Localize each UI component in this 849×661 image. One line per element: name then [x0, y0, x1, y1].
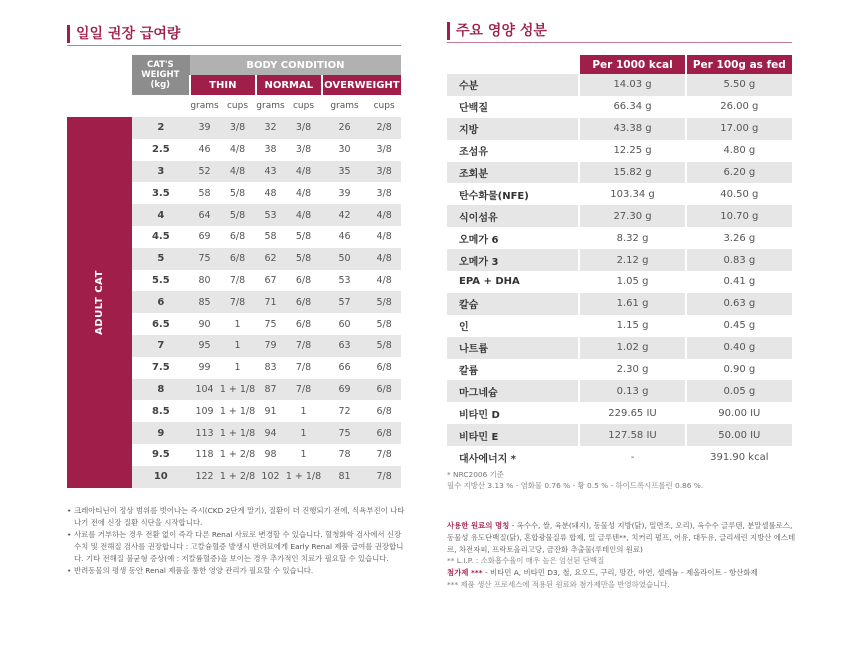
amount-cell: 66	[322, 357, 367, 379]
amount-cell: 83	[256, 357, 285, 379]
nutrient-value: 6.20 g	[686, 162, 792, 184]
nutrient-value: 127.58 IU	[579, 424, 685, 446]
nutrient-name: 비타민 E	[447, 424, 579, 446]
amount-cell: 4/8	[285, 161, 322, 183]
nutrient-name: 인	[447, 315, 579, 337]
nutrient-name: 나트륨	[447, 337, 579, 359]
weight-cell: 6	[132, 291, 190, 313]
amount-cell: 122	[190, 466, 219, 488]
adult-cat-text: ADULT CAT	[93, 269, 105, 335]
amount-cell: 7/8	[367, 444, 401, 466]
adult-cat-side-label	[67, 117, 132, 488]
amount-cell: 26	[322, 117, 367, 139]
amount-cell: 95	[190, 335, 219, 357]
weight-cell: 9.5	[151, 449, 170, 461]
nutrient-name: 비타민 D	[447, 402, 579, 424]
nutrient-value: 0.63 g	[686, 293, 792, 315]
nutrient-value: 10.70 g	[686, 205, 792, 227]
weight-cell: 8.5	[151, 405, 170, 417]
amount-cell: 3/8	[285, 117, 322, 139]
nutrient-value: 0.45 g	[686, 315, 792, 337]
nutrient-value: 15.82 g	[579, 162, 685, 184]
amount-cell: 2/8	[367, 117, 401, 139]
weight-header-text: CAT'S WEIGHT (kg)	[141, 60, 180, 90]
table-row	[447, 380, 792, 402]
nutrient-name: 칼슘	[447, 293, 579, 315]
amount-cell: 1	[219, 313, 256, 335]
col-per-100g: Per 100g as fed	[686, 55, 792, 74]
table-row	[447, 162, 792, 184]
amount-cell: 3/8	[219, 117, 256, 139]
amount-cell: 4/8	[219, 161, 256, 183]
table-row	[447, 249, 792, 271]
nutrient-value: 0.41 g	[686, 271, 792, 293]
amount-cell: 58	[190, 182, 219, 204]
amount-cell: 39	[190, 117, 219, 139]
unit-header: grams	[190, 101, 219, 111]
weight-cell: 9	[132, 422, 190, 444]
nutrient-value: 17.00 g	[686, 118, 792, 140]
amount-cell: 1 + 1/8	[219, 400, 256, 422]
table-row	[447, 183, 792, 205]
nutrient-value: 8.32 g	[579, 227, 685, 249]
nutrient-value: 66.34 g	[579, 96, 685, 118]
amount-cell: 1	[285, 444, 322, 466]
table-row	[447, 293, 792, 315]
table-row	[447, 118, 792, 140]
weight-cell: 3.5	[151, 187, 170, 199]
nutrient-value: 1.05 g	[579, 271, 685, 293]
amount-cell: 69	[190, 226, 219, 248]
amount-cell: 72	[322, 400, 367, 422]
nutrient-value: 3.26 g	[686, 227, 792, 249]
nutrient-value: 0.83 g	[686, 249, 792, 271]
additives-note: *** 제품 생산 프로세스에 적용된 원료와 첨가제만을 반영하였습니다.	[447, 579, 670, 589]
col-per-1000kcal: Per 1000 kcal	[579, 55, 685, 74]
amount-cell: 113	[190, 422, 219, 444]
nutrient-value: 26.00 g	[686, 96, 792, 118]
weight-cell: 3	[132, 161, 190, 183]
amount-cell: 1	[219, 335, 256, 357]
nutrient-name: 지방	[447, 118, 579, 140]
amount-cell: 1 + 2/8	[219, 444, 256, 466]
amount-cell: 60	[322, 313, 367, 335]
amount-cell: 6/8	[367, 357, 401, 379]
nutrient-value: 391.90 kcal	[686, 446, 792, 468]
amount-cell: 5/8	[219, 204, 256, 226]
table-row	[447, 140, 792, 162]
amount-cell: 1	[219, 357, 256, 379]
feeding-note: • 크레아티닌이 정상 범위를 벗어나는 즉시(CKD 2단계 말기), 질환이 더 진행되기 전에, 식욕부진이 나타나기 전에 신장 질환 식단을 시작합니다.	[67, 505, 407, 529]
amount-cell: 69	[322, 379, 367, 401]
amount-cell: 7/8	[219, 291, 256, 313]
nutrient-value: 1.15 g	[579, 315, 685, 337]
nutrient-name: 칼륨	[447, 359, 579, 381]
amount-cell: 7/8	[219, 270, 256, 292]
nutrient-name: 마그네슘	[447, 380, 579, 402]
amount-cell: 38	[256, 139, 285, 161]
amount-cell: 87	[256, 379, 285, 401]
weight-cell: 4	[132, 204, 190, 226]
amount-cell: 85	[190, 291, 219, 313]
nutrient-value: 5.50 g	[686, 74, 792, 96]
nutrient-value: 27.30 g	[579, 205, 685, 227]
amount-cell: 4/8	[219, 139, 256, 161]
table-row	[447, 205, 792, 227]
amount-cell: 5/8	[367, 291, 401, 313]
condition-thin-header: THIN	[190, 75, 256, 95]
nutrient-value: 0.13 g	[579, 380, 685, 402]
amount-cell: 53	[322, 270, 367, 292]
amount-cell: 30	[322, 139, 367, 161]
amount-cell: 98	[256, 444, 285, 466]
nutrient-name: 탄수화물(NFE)	[447, 183, 579, 205]
table-row	[447, 424, 792, 446]
amount-cell: 109	[190, 400, 219, 422]
amount-cell: 6/8	[367, 379, 401, 401]
amount-cell: 75	[322, 422, 367, 444]
weight-cell: 6.5	[151, 318, 170, 330]
amount-cell: 104	[190, 379, 219, 401]
body-condition-header: BODY CONDITION	[190, 55, 401, 75]
amount-cell: 52	[190, 161, 219, 183]
nutrient-value: 14.03 g	[579, 74, 685, 96]
weight-cell: 8	[132, 379, 190, 401]
amount-cell: 3/8	[367, 139, 401, 161]
amount-cell: 1 + 1/8	[285, 466, 322, 488]
amount-cell: 94	[256, 422, 285, 444]
amount-cell: 78	[322, 444, 367, 466]
amount-cell: 79	[256, 335, 285, 357]
weight-cell: 10	[132, 466, 190, 488]
ingredients-line	[447, 520, 799, 555]
amount-cell: 5/8	[285, 226, 322, 248]
amount-cell: 6/8	[367, 422, 401, 444]
nutrition-footnotes	[447, 469, 792, 491]
amount-cell: 58	[256, 226, 285, 248]
weight-cell: 7	[132, 335, 190, 357]
ingredients-text: - 옥수수, 쌀, 육분(돼지), 동물성 지방(닭), 밀면조, 오리), 옥수수 글루텐, 분말셀룰로스, 동물성 유도단백질(닭), 혼합광물질류 합제, 밀 글루텐**, 치커리 펄프, 어유, 대두유, 글리세린 지방산 에스테르, 차전자피, 프락토올리고당, 금잔화 추출물(루테인의 원료)	[447, 521, 796, 554]
amount-cell: 75	[256, 313, 285, 335]
nutrition-title-text: 주요 영양 성분	[456, 23, 547, 39]
table-row	[447, 74, 792, 96]
amount-cell: 4/8	[367, 270, 401, 292]
amount-cell: 81	[322, 466, 367, 488]
nutrient-value: 2.12 g	[579, 249, 685, 271]
amount-cell: 6/8	[285, 270, 322, 292]
table-row	[447, 359, 792, 381]
condition-normal-header: NORMAL	[256, 75, 322, 95]
amount-cell: 6/8	[367, 400, 401, 422]
amount-cell: 91	[256, 400, 285, 422]
nutrient-name: 대사에너지 *	[447, 446, 579, 468]
amount-cell: 32	[256, 117, 285, 139]
amount-cell: 7/8	[367, 466, 401, 488]
amount-cell: 1	[285, 400, 322, 422]
nutrient-value: 0.05 g	[686, 380, 792, 402]
nutrient-name: 식이섬유	[447, 205, 579, 227]
amount-cell: 3/8	[367, 161, 401, 183]
amount-cell: 57	[322, 291, 367, 313]
table-row	[447, 402, 792, 424]
nutrient-name: 단백질	[447, 96, 579, 118]
nutrient-value: 4.80 g	[686, 140, 792, 162]
feeding-table	[67, 55, 401, 488]
amount-cell: 1 + 2/8	[219, 466, 256, 488]
amount-cell: 6/8	[219, 226, 256, 248]
nutrient-name: EPA + DHA	[447, 271, 579, 293]
amount-cell: 5/8	[367, 313, 401, 335]
nutrient-value: 40.50 g	[686, 183, 792, 205]
additives-line	[447, 567, 799, 579]
table-row	[447, 271, 792, 293]
amount-cell: 64	[190, 204, 219, 226]
table-row	[447, 337, 792, 359]
amount-cell: 5/8	[285, 248, 322, 270]
unit-header: cups	[373, 101, 395, 111]
nutrient-value: 103.34 g	[579, 183, 685, 205]
amount-cell: 6/8	[285, 291, 322, 313]
unit-header: grams	[330, 101, 359, 111]
table-row	[447, 96, 792, 118]
nutrient-name: 오메가 3	[447, 249, 579, 271]
nutrient-name: 조섬유	[447, 140, 579, 162]
amount-cell: 67	[256, 270, 285, 292]
feeding-notes	[67, 505, 407, 577]
weight-cell: 5.5	[151, 274, 170, 286]
amount-cell: 46	[190, 139, 219, 161]
nutrient-name: 조회분	[447, 162, 579, 184]
nutrient-value: 2.30 g	[579, 359, 685, 381]
amount-cell: 4/8	[285, 182, 322, 204]
amount-cell: 35	[322, 161, 367, 183]
amount-cell: 4/8	[285, 204, 322, 226]
amount-cell: 62	[256, 248, 285, 270]
amount-cell: 42	[322, 204, 367, 226]
feeding-table-body	[67, 117, 401, 488]
amount-cell: 6/8	[285, 313, 322, 335]
amount-cell: 43	[256, 161, 285, 183]
ingredients-note: ** L.I.P. : 소화흡수율이 매우 높은 엄선된 단백질	[447, 556, 605, 566]
nutrition-title-rule	[447, 42, 792, 43]
weight-cell: 4.5	[151, 231, 170, 243]
amount-cell: 39	[322, 182, 367, 204]
amount-cell: 46	[322, 226, 367, 248]
feeding-title	[67, 23, 180, 45]
amount-cell: 4/8	[367, 248, 401, 270]
amount-cell: 53	[256, 204, 285, 226]
nutrition-table	[447, 55, 792, 468]
nutrient-name: 수분	[447, 74, 579, 96]
amount-cell: 7/8	[285, 357, 322, 379]
weight-cell: 5	[132, 248, 190, 270]
feeding-note: • 사료를 거부하는 경우 전환 없이 즉각 다른 Renal 사료로 변경할 수 있습니다. 혈청화학 검사에서 신장 수치 및 전해질 검사를 권장합니다 : 고칼슘혈증 발생시 반려묘에게 Early Renal 제품 급여를 권장합니다. 기타 전해질 불균형 증상(예 : 저칼륨혈증)을 보이는 경우 추가적인 치료가 필요할 수 있습니다.	[67, 529, 407, 565]
feeding-title-text: 일일 권장 급여량	[76, 26, 181, 42]
table-row	[447, 446, 792, 468]
nutrient-value: 50.00 IU	[686, 424, 792, 446]
feeding-note: • 반려동물의 평생 동안 Renal 제품을 통한 영양 관리가 필요할 수 있습니다.	[67, 565, 407, 577]
weight-cell: 2.5	[151, 144, 170, 156]
condition-overweight-header: OVERWEIGHT	[322, 75, 401, 95]
amount-cell: 3/8	[285, 139, 322, 161]
nutrient-value: 1.02 g	[579, 337, 685, 359]
table-row	[447, 315, 792, 337]
weight-cell: 2	[132, 117, 190, 139]
nutrient-value: 0.90 g	[686, 359, 792, 381]
additives-label: 첨가제 ***	[447, 568, 483, 578]
nutrition-table-body	[447, 74, 792, 468]
ingredients-label: 사용한 원료의 명칭	[447, 521, 510, 530]
amount-cell: 48	[256, 182, 285, 204]
table-corner	[67, 55, 132, 75]
nutrient-value: 1.61 g	[579, 293, 685, 315]
amount-cell: 80	[190, 270, 219, 292]
amount-cell: 71	[256, 291, 285, 313]
nutrient-value: 229.65 IU	[579, 402, 685, 424]
unit-header: grams	[256, 101, 285, 111]
nutrient-value: 90.00 IU	[686, 402, 792, 424]
ingredients-block	[447, 520, 799, 591]
amount-cell: 63	[322, 335, 367, 357]
amount-cell: 1	[285, 422, 322, 444]
amount-cell: 75	[190, 248, 219, 270]
amount-cell: 102	[256, 466, 285, 488]
table-row	[447, 227, 792, 249]
nutrient-value: 0.40 g	[686, 337, 792, 359]
weight-cell: 7.5	[151, 362, 170, 374]
amount-cell: 5/8	[367, 335, 401, 357]
amount-cell: 7/8	[285, 379, 322, 401]
footnote-fatty-acids: 필수 지방산 3.13 % - 염화물 0.76 % - 황 0.5 % - 하이드록시프롤린 0.86 %.	[447, 481, 704, 490]
nutrient-value: -	[579, 446, 685, 468]
nutrition-title	[447, 20, 547, 42]
amount-cell: 7/8	[285, 335, 322, 357]
amount-cell: 1 + 1/8	[219, 379, 256, 401]
footnote-nrc: * NRC2006 기준	[447, 470, 504, 479]
amount-cell: 99	[190, 357, 219, 379]
amount-cell: 1 + 1/8	[219, 422, 256, 444]
amount-cell: 4/8	[367, 226, 401, 248]
additives-text: - 비타민 A, 비타민 D3, 철, 요오드, 구리, 망간, 아연, 셀레늄 - 제올라이트 - 항산화제	[482, 568, 758, 578]
nutrient-value: 43.38 g	[579, 118, 685, 140]
amount-cell: 4/8	[367, 204, 401, 226]
unit-header: cups	[292, 101, 315, 111]
amount-cell: 6/8	[219, 248, 256, 270]
unit-header: cups	[226, 101, 249, 111]
amount-cell: 118	[190, 444, 219, 466]
amount-cell: 50	[322, 248, 367, 270]
amount-cell: 5/8	[219, 182, 256, 204]
nutrient-name: 오메가 6	[447, 227, 579, 249]
nutrient-value: 12.25 g	[579, 140, 685, 162]
feeding-title-rule	[67, 45, 401, 46]
amount-cell: 90	[190, 313, 219, 335]
table-row	[67, 117, 401, 139]
amount-cell: 3/8	[367, 182, 401, 204]
weight-header	[132, 55, 190, 95]
